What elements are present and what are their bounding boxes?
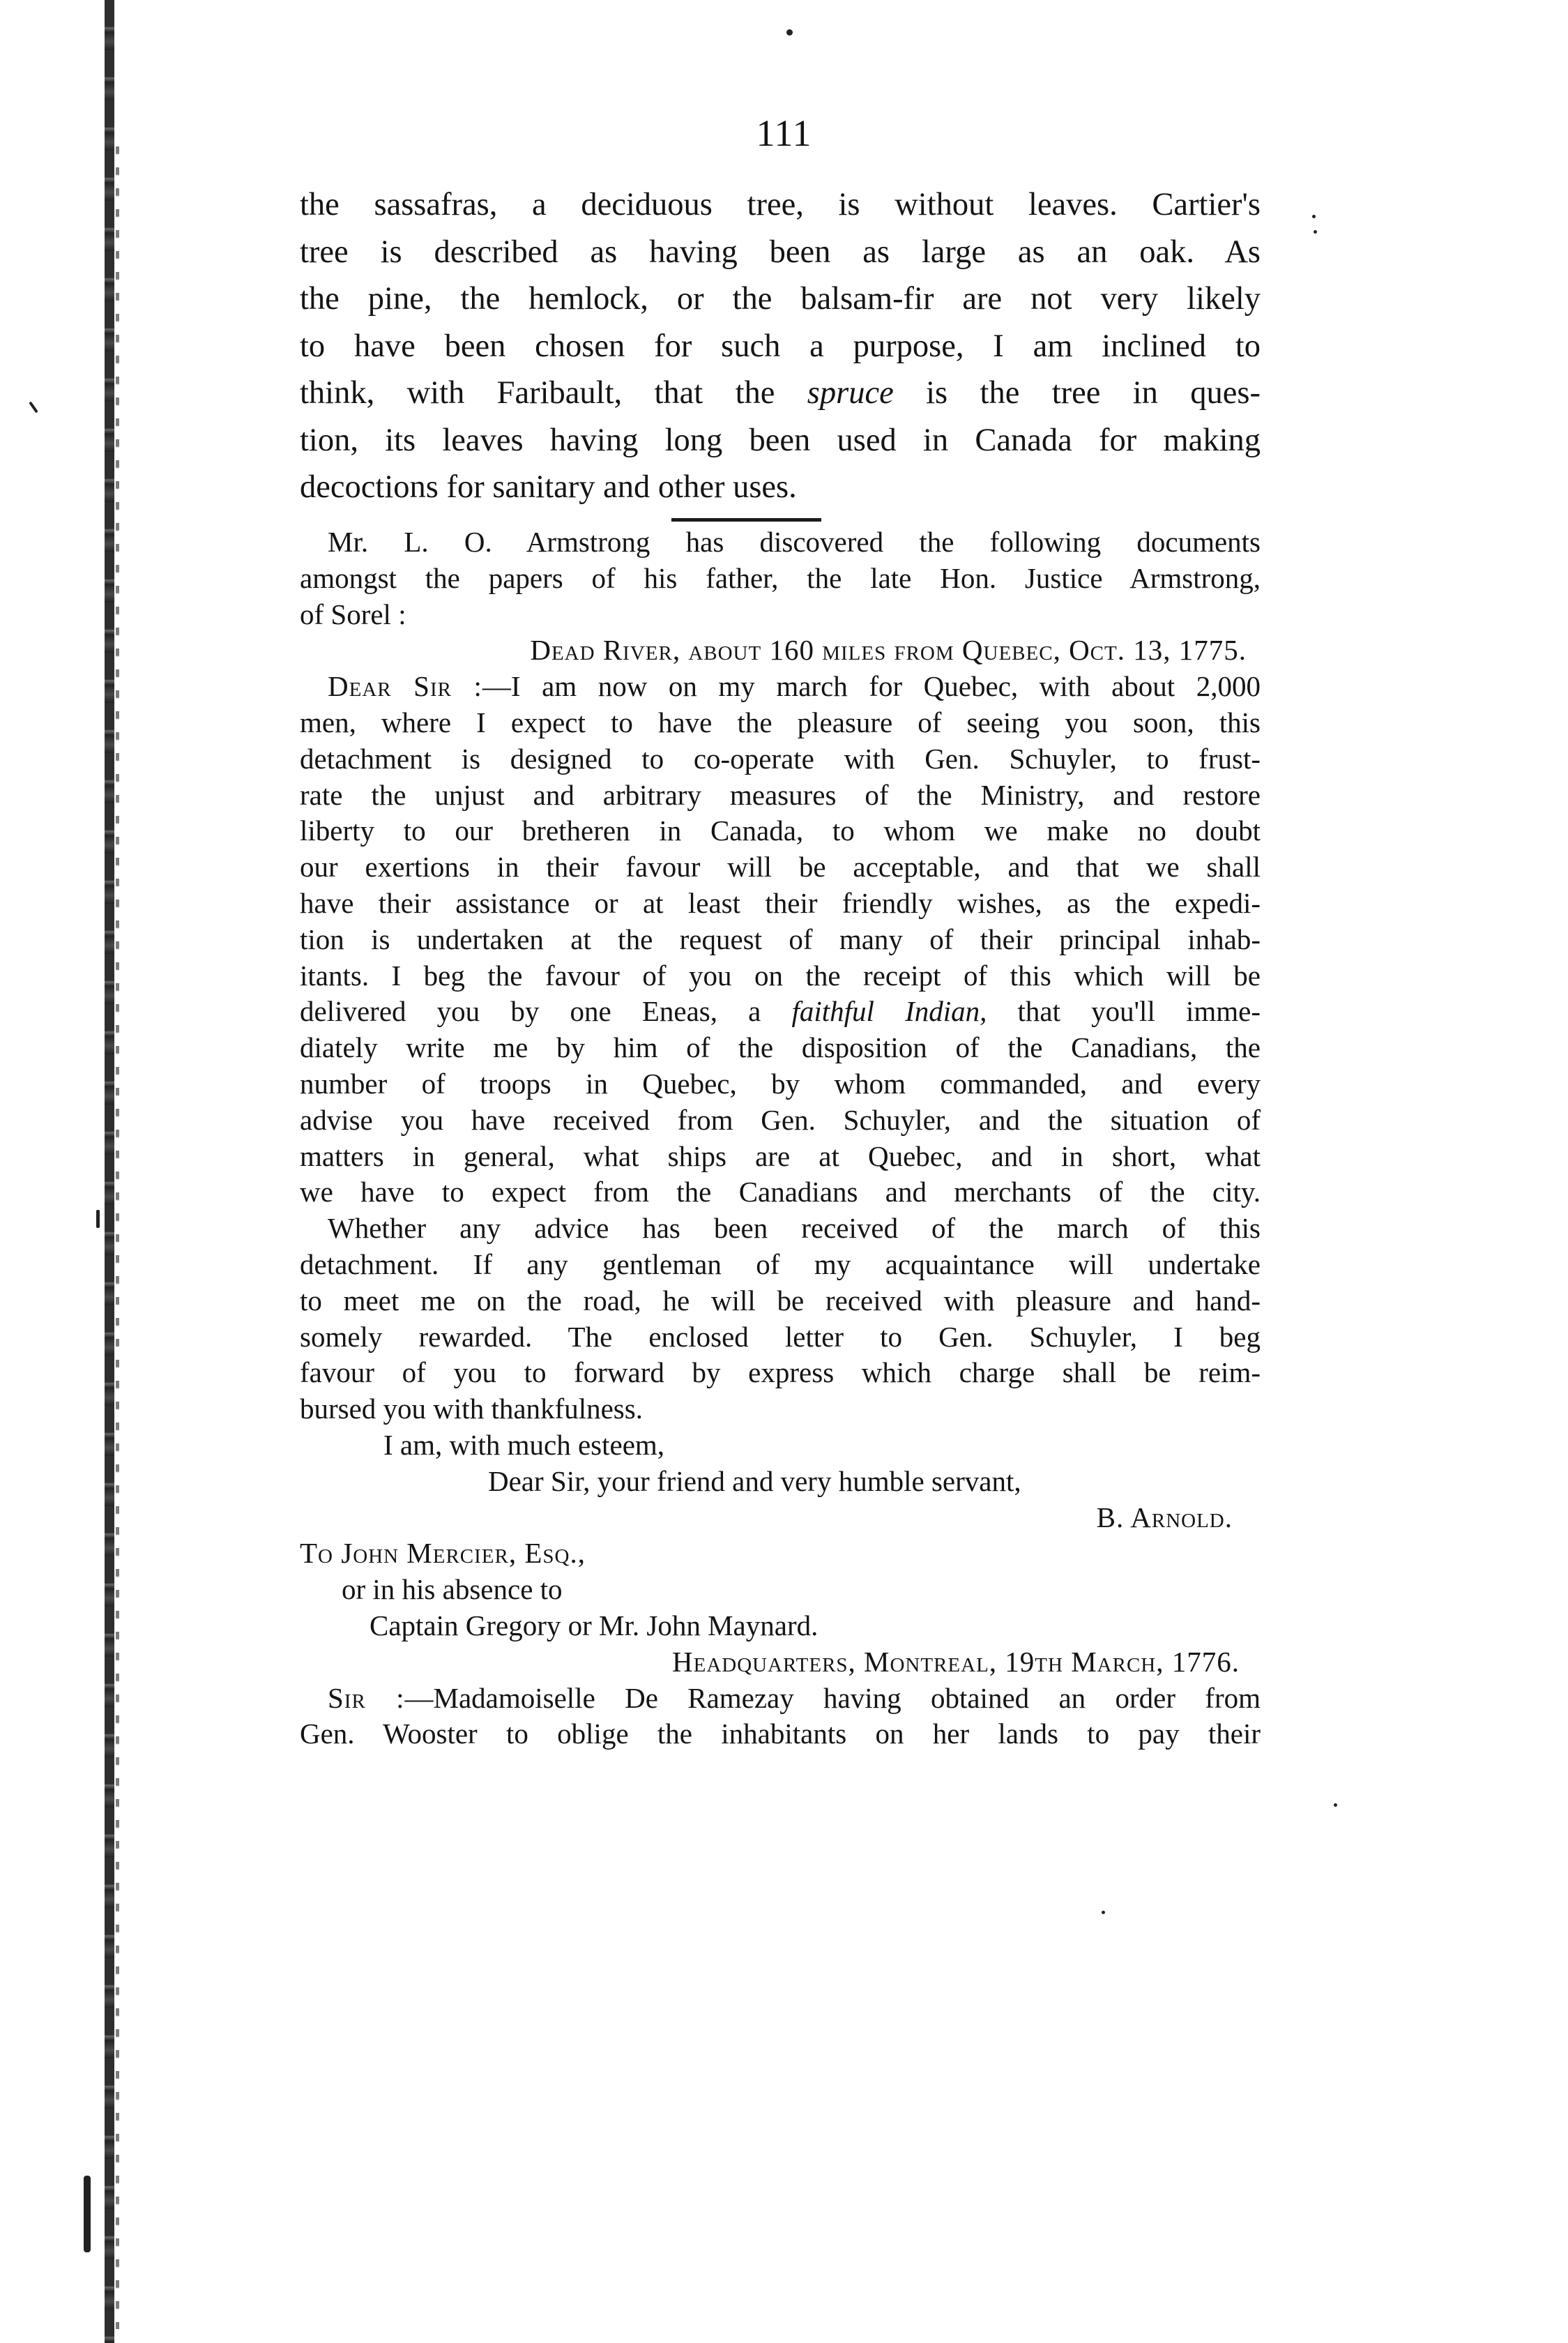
intro-line: of Sorel : <box>300 598 406 630</box>
letter-1-line: itants. I beg the favour of you on the receipt of this which will be <box>300 959 1261 992</box>
emphasis-faithful-indian: faithful Indian, <box>791 995 987 1028</box>
text-line: tion, its leaves having long been used in Canada for making <box>300 422 1261 458</box>
letter-1-line: somely rewarded. The enclosed letter to Gen. Schuyler, I beg <box>300 1320 1261 1353</box>
letter-1-line: men, where I expect to have the pleasure of seeing you soon, this <box>300 706 1261 738</box>
letter-2-dateline: Headquarters, Montreal, 19th March, 1776. <box>672 1645 1240 1678</box>
letter-1-dateline: Dead River, about 160 miles from Quebec, Oct. 13, 1775. <box>530 634 1247 667</box>
letter-1-line: our exertions in their favour will be acceptable, and that we shall <box>300 851 1261 884</box>
letter-1-line: number of troops in Quebec, by whom commanded, and every <box>300 1067 1261 1100</box>
letter-1-salutation: Dear Sir : <box>328 670 482 703</box>
documents-section <box>300 524 1261 1752</box>
letter-1-address: Captain Gregory or Mr. John Maynard. <box>370 1609 819 1641</box>
letter-1-line: we have to expect from the Canadians and merchants of the city. <box>300 1176 1261 1208</box>
scan-speck <box>96 1210 100 1228</box>
scan-speck <box>1312 215 1316 218</box>
emphasis-spruce: spruce <box>807 375 894 411</box>
letter-1-closing: Dear Sir, your friend and very humble servant, <box>488 1464 1021 1497</box>
letter-1-line: liberty to our bretheren in Canada, to whom we make no doubt <box>300 814 1261 847</box>
paragraph-sassafras <box>300 181 1261 511</box>
letter-1-line: Whether any advice has been received of the march of this <box>328 1212 1261 1245</box>
letter-1-line: detachment is designed to co-operate with Gen. Schuyler, to frust- <box>300 742 1261 775</box>
letter-2-salutation: Sir : <box>328 1681 405 1714</box>
text-line: the pine, the hemlock, or the balsam-fir are not very likely <box>300 281 1261 317</box>
letter-2-line: Sir :—Madamoiselle De Ramezay having obtained an order from <box>328 1681 1261 1714</box>
letter-2-line: Gen. Wooster to oblige the inhabitants on her lands to pay their <box>300 1718 1261 1750</box>
text-line: to have been chosen for such a purpose, I am inclined to <box>300 328 1261 364</box>
scan-speck <box>84 2176 91 2252</box>
intro-line: Mr. L. O. Armstrong has discovered the following documents <box>328 526 1261 558</box>
scan-speck <box>1314 230 1317 234</box>
letter-1-line: tion is undertaken at the request of many of their principal inhab- <box>300 923 1261 955</box>
text-line: think, with Faribault, that the spruce is the tree in ques- <box>300 375 1261 411</box>
page-number: 111 <box>756 112 812 154</box>
letter-1-line: favour of you to forward by express which charge shall be reim- <box>300 1356 1261 1389</box>
letter-1-signature: B. Arnold. <box>1096 1501 1233 1533</box>
scan-speck <box>786 29 793 36</box>
letter-1-line: rate the unjust and arbitrary measures of the Ministry, and restore <box>300 778 1261 811</box>
letter-1-line: bursed you with thankfulness. <box>300 1393 643 1425</box>
intro-line: amongst the papers of his father, the late Hon. Justice Armstrong, <box>300 561 1261 594</box>
scan-speck <box>29 401 38 413</box>
letter-1-line: delivered you by one Eneas, a faithful Indian, that you'll imme- <box>300 995 1261 1028</box>
section-divider <box>671 518 821 522</box>
letter-1-line: diately write me by him of the disposition of the Canadians, the <box>300 1031 1261 1064</box>
letter-1-line: matters in general, what ships are at Quebec, and in short, what <box>300 1139 1261 1172</box>
binding-edge-shadow <box>116 146 119 2329</box>
letter-1-address: To John Mercier, Esq., <box>300 1537 586 1570</box>
scan-speck <box>1334 1803 1337 1807</box>
text-line: tree is described as having been as large as an oak. As <box>300 234 1261 270</box>
text-line: the sassafras, a deciduous tree, is without leaves. Cartier's <box>300 187 1261 222</box>
letter-1-line: have their assistance or at least their friendly wishes, as the expedi- <box>300 886 1261 919</box>
letter-1-line: detachment. If any gentleman of my acquaintance will undertake <box>300 1248 1261 1280</box>
letter-1-line: Dear Sir :—I am now on my march for Quebec, with about 2,000 <box>328 670 1261 703</box>
letter-1-line: to meet me on the road, he will be received with pleasure and hand- <box>300 1284 1261 1317</box>
letter-1-address: or in his absence to <box>342 1573 563 1606</box>
letter-1-closing: I am, with much esteem, <box>383 1428 665 1461</box>
letter-1-line: advise you have received from Gen. Schuyler, and the situation of <box>300 1103 1261 1136</box>
scan-speck <box>1102 1911 1105 1914</box>
text-line: decoctions for sanitary and other uses. <box>300 469 797 505</box>
binding-edge <box>105 0 114 2343</box>
